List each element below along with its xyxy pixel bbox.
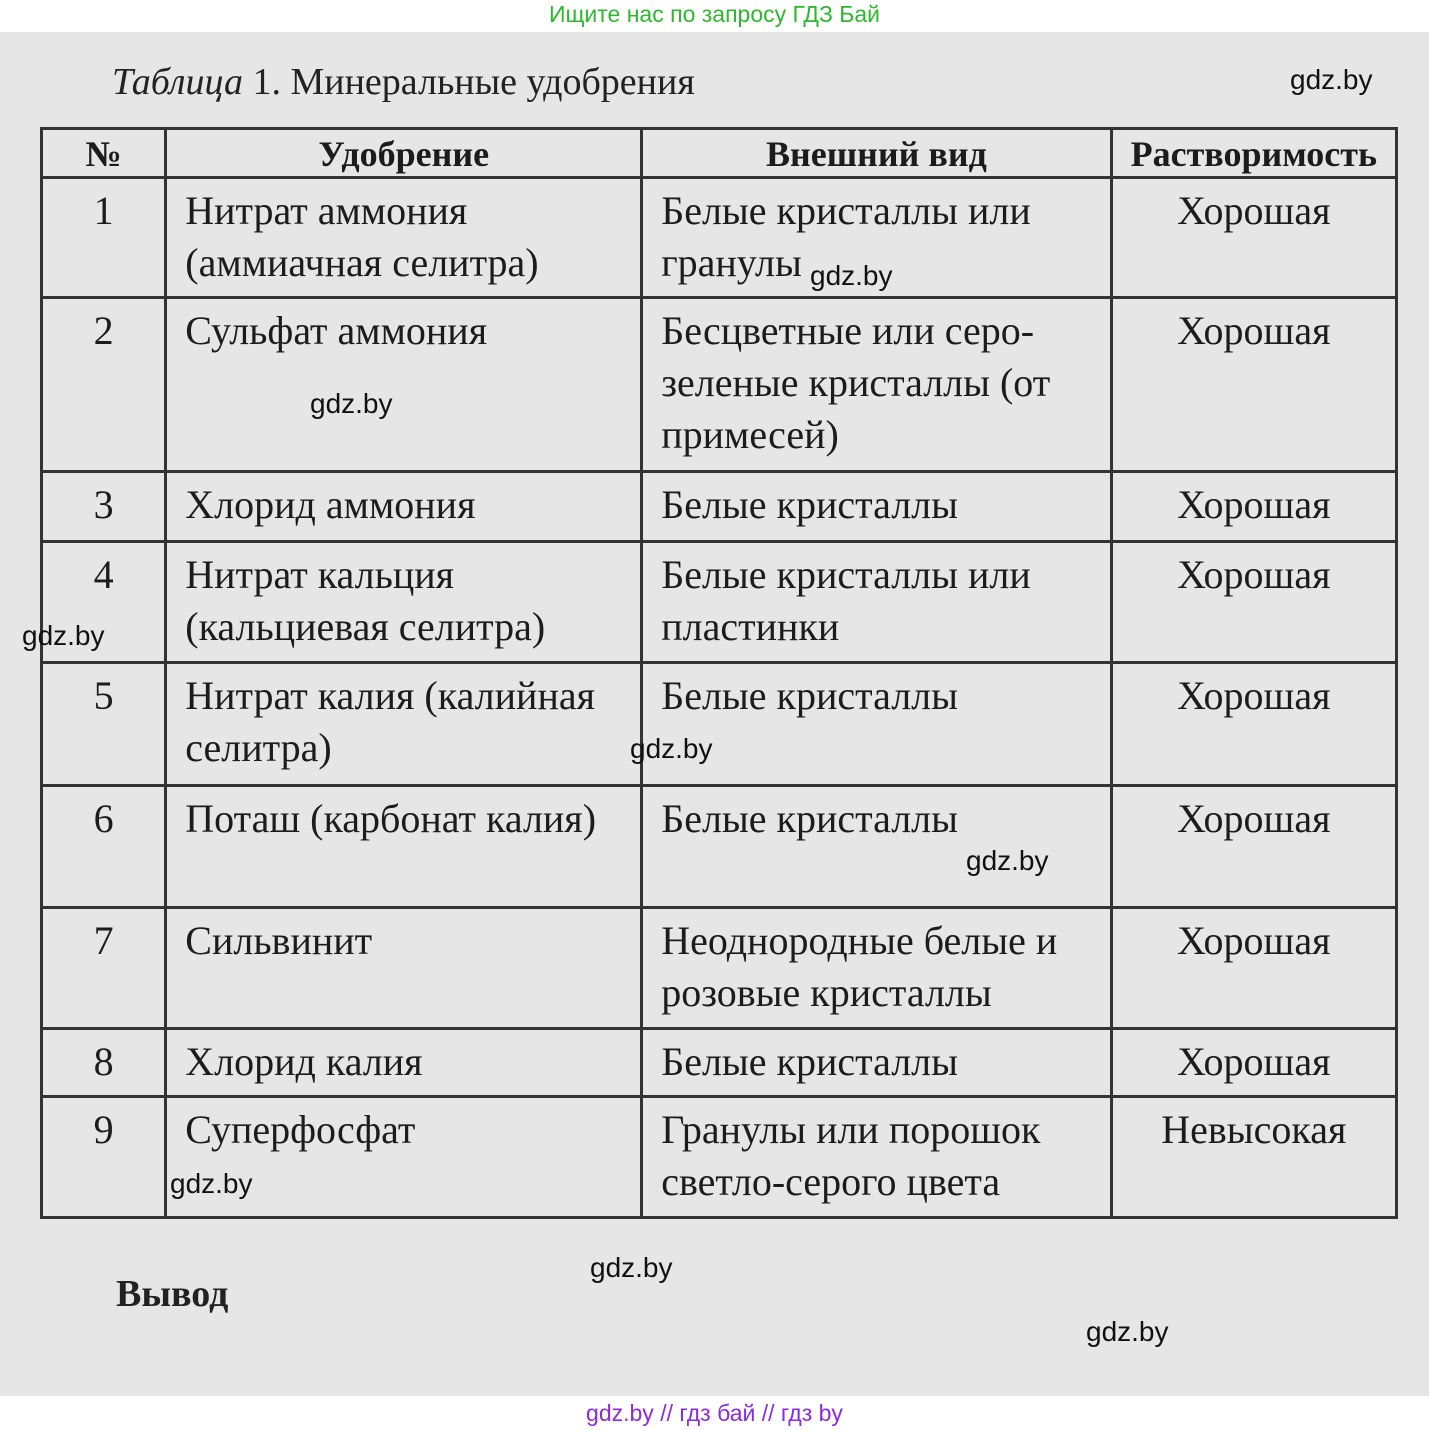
table-row bbox=[42, 663, 1397, 786]
row-number: 3 bbox=[42, 472, 166, 542]
fertilizer-name: Сильвинит bbox=[166, 908, 642, 1029]
row-number: 6 bbox=[42, 786, 166, 908]
solubility: Хорошая bbox=[1111, 298, 1396, 472]
appearance: Неоднородные белые и розовые кристаллы bbox=[642, 908, 1111, 1029]
fertilizer-name: Суперфосфат bbox=[166, 1097, 642, 1218]
table-row bbox=[42, 1029, 1397, 1097]
row-number: 4 bbox=[42, 542, 166, 663]
fertilizer-name: Нитрат аммония (аммиачная селитра) bbox=[166, 178, 642, 298]
row-number: 5 bbox=[42, 663, 166, 786]
fertilizer-name: Нитрат кальция (кальциевая селитра) bbox=[166, 542, 642, 663]
solubility: Хорошая bbox=[1111, 786, 1396, 908]
fertilizer-name: Нитрат калия (калийная селитра) bbox=[166, 663, 642, 786]
conclusion-heading: Вывод bbox=[116, 1273, 229, 1315]
watermark: gdz.by bbox=[630, 733, 713, 764]
table-row bbox=[42, 298, 1397, 472]
table-row bbox=[42, 908, 1397, 1029]
column-header: № bbox=[42, 129, 166, 178]
row-number: 9 bbox=[42, 1097, 166, 1218]
watermark: gdz.by bbox=[310, 388, 393, 419]
appearance: Белые кристаллы или гранулы bbox=[642, 178, 1111, 298]
table-row bbox=[42, 542, 1397, 663]
column-header: Внешний вид bbox=[642, 129, 1111, 178]
fertilizer-name: Сульфат аммония bbox=[166, 298, 642, 472]
solubility: Хорошая bbox=[1111, 908, 1396, 1029]
appearance: Белые кристаллы или пластинки bbox=[642, 542, 1111, 663]
table-row bbox=[42, 786, 1397, 908]
row-number: 8 bbox=[42, 1029, 166, 1097]
solubility: Хорошая bbox=[1111, 472, 1396, 542]
bottom-banner: gdz.by // гдз бай // гдз by bbox=[586, 1400, 843, 1426]
row-number: 1 bbox=[42, 178, 166, 298]
watermark: gdz.by bbox=[590, 1252, 673, 1283]
fertilizer-name: Хлорид аммония bbox=[166, 472, 642, 542]
fertilizer-name: Хлорид калия bbox=[166, 1029, 642, 1097]
solubility: Невысокая bbox=[1111, 1097, 1396, 1218]
appearance: Бесцветные или серо-зеленые кристаллы (от примесей) bbox=[642, 298, 1111, 472]
column-header: Растворимость bbox=[1111, 129, 1396, 178]
watermark: gdz.by bbox=[810, 260, 893, 291]
solubility: Хорошая bbox=[1111, 663, 1396, 786]
watermark: gdz.by bbox=[966, 845, 1049, 876]
watermark: gdz.by bbox=[1086, 1316, 1169, 1347]
watermark: gdz.by bbox=[22, 620, 105, 651]
appearance: Белые кристаллы bbox=[642, 1029, 1111, 1097]
row-number: 7 bbox=[42, 908, 166, 1029]
row-number: 2 bbox=[42, 298, 166, 472]
watermark: gdz.by bbox=[1290, 64, 1373, 95]
solubility: Хорошая bbox=[1111, 1029, 1396, 1097]
fertilizer-name: Поташ (карбонат калия) bbox=[166, 786, 642, 908]
table-row bbox=[42, 472, 1397, 542]
appearance: Белые кристаллы bbox=[642, 786, 1111, 908]
solubility: Хорошая bbox=[1111, 542, 1396, 663]
fertilizer-table bbox=[40, 127, 1398, 1219]
top-banner: Ищите нас по запросу ГДЗ Бай bbox=[548, 1, 881, 27]
title-italic: Таблица bbox=[112, 61, 243, 103]
title-rest: 1. Минеральные удобрения bbox=[242, 61, 695, 103]
table-row bbox=[42, 178, 1397, 298]
appearance: Белые кристаллы bbox=[642, 663, 1111, 786]
table-title bbox=[112, 60, 695, 104]
column-header: Удобрение bbox=[166, 129, 642, 178]
appearance: Белые кристаллы bbox=[642, 472, 1111, 542]
watermark: gdz.by bbox=[170, 1168, 253, 1199]
appearance: Гранулы или порошок светло-серого цвета bbox=[642, 1097, 1111, 1218]
solubility: Хорошая bbox=[1111, 178, 1396, 298]
